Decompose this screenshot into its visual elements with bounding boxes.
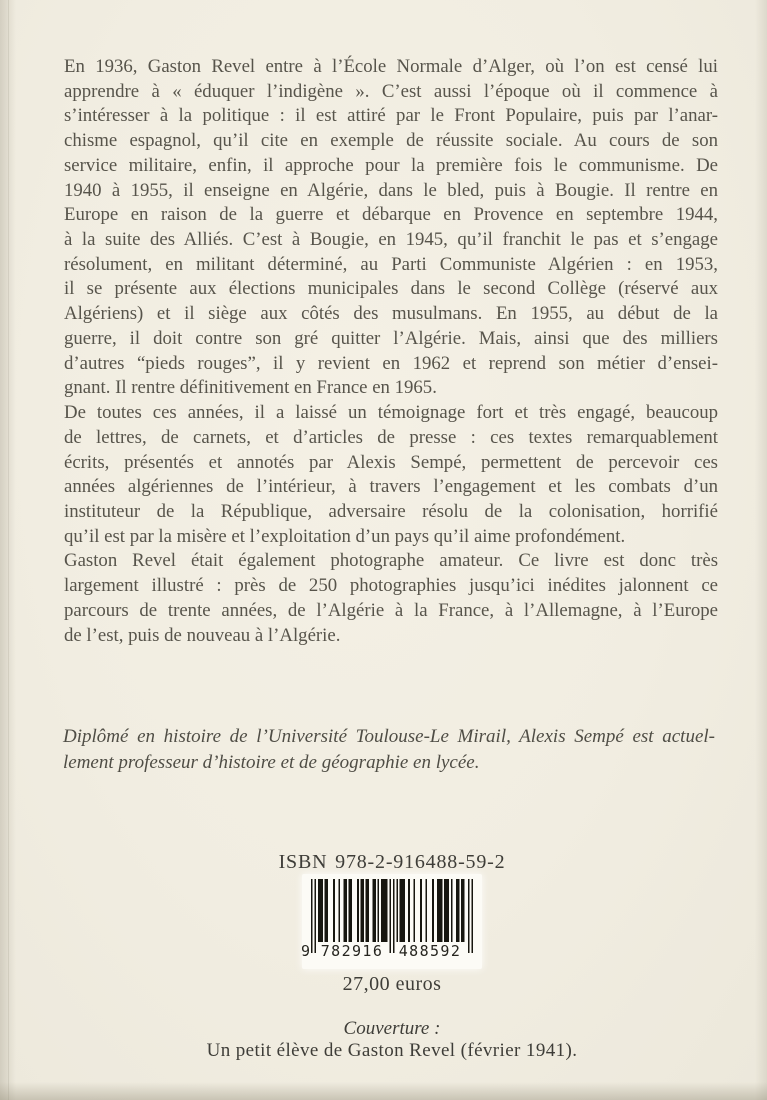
barcode-group2: 488592 — [398, 942, 462, 960]
synopsis-line: guerre, il doit contre son gré quitter l’Algérie. Mais, ainsi que des milliers — [64, 327, 718, 349]
scan-shadow-right — [755, 0, 767, 1100]
barcode-area — [28, 874, 756, 969]
synopsis-line: 1940 à 1955, il enseigne en Algérie, dans le bled, puis à Bougie. Il rentre en — [64, 179, 718, 201]
synopsis-line: Algériens) et il siège aux côtés des musulmans. En 1955, au début de la — [64, 303, 718, 325]
synopsis-line: Europe en raison de la guerre et débarque en Provence en septembre 1944, — [64, 204, 718, 226]
synopsis-line: chisme espagnol, qu’il cite en exemple de réussite sociale. Au cours de son — [64, 130, 718, 152]
synopsis-line: parcours de trente années, de l’Algérie à la France, à l’Allemagne, à l’Europe — [64, 599, 718, 621]
synopsis-line: apprendre à « éduquer l’indigène ». C’est aussi l’époque où il commence à — [64, 80, 718, 102]
cover-credit-text: Un petit élève de Gaston Revel (février 1941). — [206, 1040, 578, 1061]
synopsis-line: gnant. Il rentre définitivement en France en 1965. — [64, 377, 437, 399]
cover-credit-label: Couverture : — [343, 1018, 441, 1039]
synopsis-line: En 1936, Gaston Revel entre à l’École Normale d’Alger, où l’on est censé lui — [64, 56, 718, 77]
bio-line: Diplômé en histoire de l’Université Toulouse-Le Mirail, Alexis Sempé est actuel- — [63, 726, 715, 747]
synopsis-line: d’autres “pieds rouges”, il y revient en 1962 et reprend son métier d’ensei- — [64, 352, 718, 374]
barcode-first-digit: 9 — [301, 942, 311, 960]
bio-line: lement professeur d’histoire et de géographie en lycée. — [63, 752, 480, 773]
synopsis-line: années algériennes de l’intérieur, à travers l’engagement et les combats d’un — [64, 476, 718, 498]
scan-shadow-bottom — [0, 1082, 767, 1100]
isbn-text: ISBN 978-2-916488-59-2 — [278, 851, 506, 873]
synopsis-line: écrits, présentés et annotés par Alexis Sempé, permettent de percevoir ces — [64, 451, 718, 473]
synopsis-line: de lettres, de carnets, et d’articles de presse : ces textes remarquablement — [64, 426, 718, 448]
synopsis-line: qu’il est par la misère et l’exploitation d’un pays qu’il aime profondément. — [64, 525, 626, 547]
synopsis-line: s’intéresser à la politique : il est attiré par le Front Populaire, puis par l’anar- — [64, 105, 718, 127]
barcode-group1: 782916 — [320, 942, 384, 960]
author-bio — [63, 724, 715, 776]
synopsis-line: résolument, en militant déterminé, au Parti Communiste Algérien : en 1953, — [64, 253, 718, 275]
synopsis-line: service militaire, enfin, il approche pour la première fois le communisme. De — [64, 154, 718, 176]
scan-crease-left — [8, 0, 9, 1100]
price-text: 27,00 euros — [342, 973, 442, 995]
synopsis-line: Gaston Revel était également photographe amateur. Ce livre est donc très — [64, 550, 718, 572]
synopsis-line: à la suite des Alliés. C’est à Bougie, en 1945, qu’il franchit le pas et s’engage — [64, 229, 718, 251]
synopsis-line: de l’est, puis de nouveau à l’Algérie. — [64, 624, 341, 646]
synopsis — [64, 55, 718, 648]
synopsis-line: il se présente aux élections municipales dans le second Collège (réservé aux — [64, 278, 718, 300]
synopsis-line: instituteur de la République, adversaire résolu de la colonisation, horrifié — [64, 500, 718, 522]
synopsis-line: largement illustré : près de 250 photographies jusqu’ici inédites jalonnent ce — [64, 575, 718, 597]
synopsis-line: De toutes ces années, il a laissé un témoignage fort et très engagé, beaucoup — [64, 402, 718, 424]
ean13-barcode — [302, 874, 482, 969]
